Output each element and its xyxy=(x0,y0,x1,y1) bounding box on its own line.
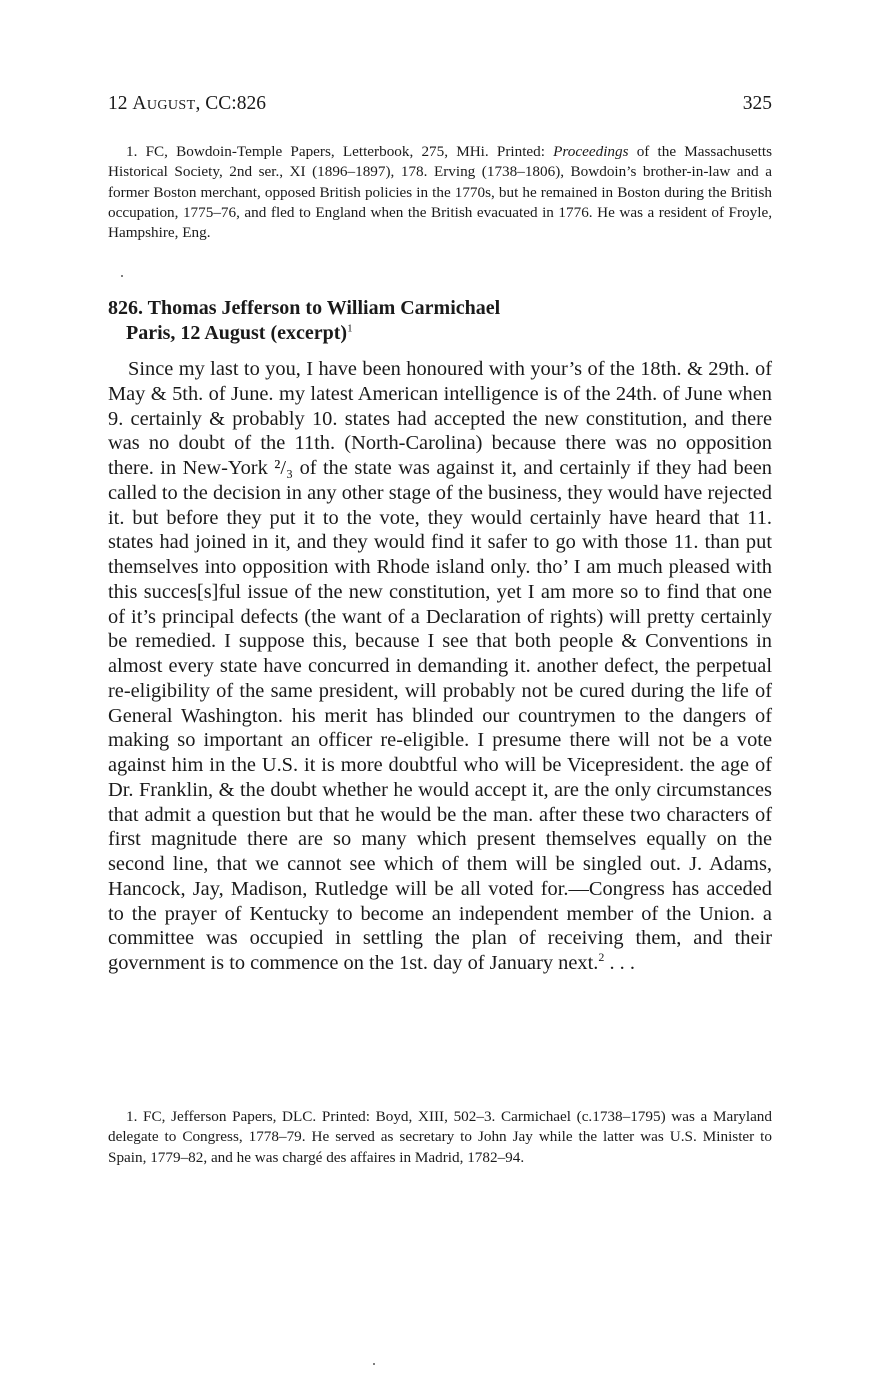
page-number: 325 xyxy=(742,93,772,114)
print-speck xyxy=(373,1363,375,1365)
footnote-italic-title: Proceedings xyxy=(553,143,629,160)
footnote-previous-document xyxy=(108,142,772,243)
letter-text: Since my last to you, I have been honoured with your’s of the 18th. & 29th. of May & 5th. of June. my latest American intelligence is of the 24th. of June when 9. certainly & probably 10. states had accepted the new constitution, and there was no doubt of the 11th. (North-Carolina) because there was no opposition there. in New-York ²/₃ of the state was against it, and certainly if they had been called to the decision in any other stage of the business, they would have rejected it. but before they put it to the vote, they would certainly have heard that 11. states had joined in it, and they would find it safer to go with those 11. than put themselves into opposition with Rhode island only. tho’ I am much pleased with this succes[s]ful issue of the new constitution, yet I am more so to find that one of it’s principal defects (the want of a Declaration of rights) will pretty certainly be remedied. I suppose this, because I see that both people & Conventions in almost every state have concurred in demanding it. another defect, the perpetual re-eligibility of the same president, will probably not be cured during the life of General Washington. his merit has blinded our countrymen to the dangers of making so important an officer re-eligible. I presume there will not be a vote against him in the U.S. it is more doubtful who will be Vicepresident. the age of Dr. Franklin, & the doubt whether he would accept it, are the only circumstances that admit a question but that he would be the man. after these two characters of first magnitude there are so many which present themselves equally on the second line, that we cannot see which of them will be singled out. J. Adams, Hancock, Jay, Madison, Rutledge will be all voted for.—Congress has acceded to the prayer of Kentucky to become an independent member of the Union. a committee was occupied in settling the plan of receiving them, and their government is to commence on the 1st. day of January next. xyxy=(108,358,772,974)
running-head-left xyxy=(108,92,266,116)
footnote-text: 1. FC, Bowdoin-Temple Papers, Letterbook, 275, MHi. Printed: xyxy=(126,143,554,160)
document-heading xyxy=(108,296,772,346)
heading-place-date-text: Paris, 12 August (excerpt) xyxy=(126,322,348,344)
running-head-date: 12 xyxy=(108,93,133,114)
running-head-month: August xyxy=(132,93,196,114)
letter-paragraph xyxy=(108,357,772,976)
running-head-doc-id: , CC:826 xyxy=(195,93,266,114)
heading-place-date xyxy=(108,321,772,346)
heading-title: 826. Thomas Jefferson to William Carmichael xyxy=(108,297,501,319)
footnote-reference: 2 xyxy=(598,950,605,965)
footnote-current-document: 1. FC, Jefferson Papers, DLC. Printed: Boyd, XIII, 502–3. Carmichael (c.1738–1795) was a Maryland delegate to Congress, 1778–79. He served as secretary to John Jay while the latter was U.S. Minister to Spain, 1779–82, and he was chargé des affaires in Madrid, 1782–94. xyxy=(108,1108,772,1166)
print-speck xyxy=(121,275,123,277)
footnote-text: of the Massachusetts Historical Society, 2nd ser., XI (1896–1897), 178. Erving (1738–1806), Bowdoin’s brother-in-law and a former Boston merchant, opposed British policies in the 1770s, but he remained in Boston during the British occupation, 1775–76, and fled to England when the British evacuated in 1776. He was a resident of Froyle, Hampshire, Eng. xyxy=(108,143,772,242)
footnote-reference: 1 xyxy=(347,322,353,335)
letter-body xyxy=(108,357,772,976)
ellipsis: . . . xyxy=(604,952,635,974)
